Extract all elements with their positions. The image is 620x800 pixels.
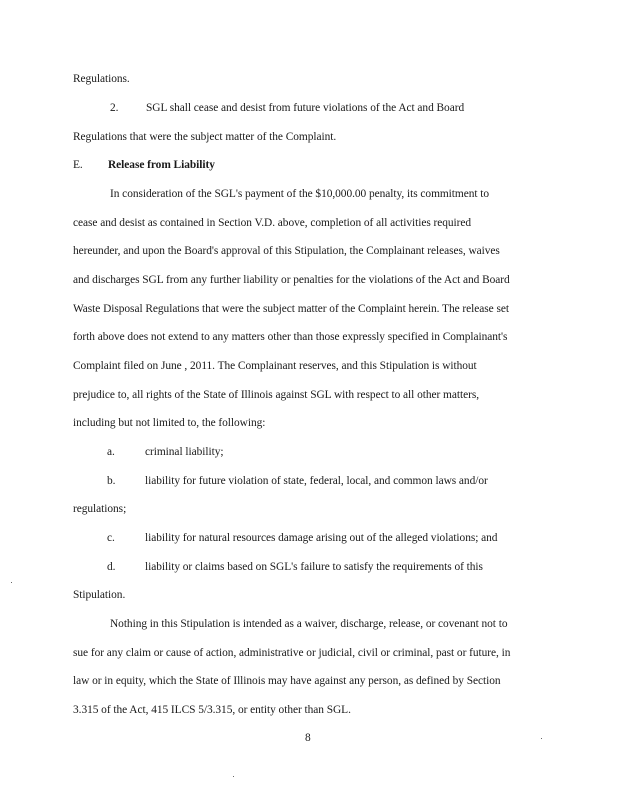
text-line: 3.315 of the Act, 415 ILCS 5/3.315, or entity other than SGL.: [73, 704, 351, 716]
list-item-label: a.: [107, 446, 115, 458]
text-line: In consideration of the SGL's payment of the $10,000.00 penalty, its commitment to: [110, 188, 490, 200]
item-text: SGL shall cease and desist from future violations of the Act and Board: [146, 102, 465, 114]
text-line: regulations;: [73, 503, 127, 515]
list-item-label: b.: [107, 475, 116, 487]
section-letter: E.: [73, 159, 83, 171]
text-line: Nothing in this Stipulation is intended as a waiver, discharge, release, or covenant not to: [110, 618, 508, 630]
text-line: and discharges SGL from any further liability or penalties for the violations of the Act and Board: [73, 274, 510, 286]
text-line: prejudice to, all rights of the State of Illinois against SGL with respect to all other matters,: [73, 389, 480, 401]
scan-speck: [541, 738, 542, 739]
text-line: Regulations that were the subject matter of the Complaint.: [73, 131, 337, 143]
text-line: cease and desist as contained in Section V.D. above, completion of all activities required: [73, 217, 472, 229]
list-item-label: d.: [107, 561, 116, 573]
text-line: law or in equity, which the State of Illinois may have against any person, as defined by Section: [73, 675, 501, 687]
list-item-text: liability for future violation of state, federal, local, and common laws and/or: [145, 475, 488, 487]
text-line: Regulations.: [73, 73, 130, 85]
section-title: Release from Liability: [108, 159, 215, 171]
page-number: 8: [305, 732, 311, 744]
text-line: Complaint filed on June , 2011. The Complainant reserves, and this Stipulation is without: [73, 360, 477, 372]
text-line: Stipulation.: [73, 589, 126, 601]
text-line: Waste Disposal Regulations that were the subject matter of the Complaint herein. The release set: [73, 303, 509, 315]
item-label: 2.: [110, 102, 119, 114]
list-item-label: c.: [107, 532, 115, 544]
text-line: hereunder, and upon the Board's approval of this Stipulation, the Complainant releases, waives: [73, 245, 500, 257]
scan-speck: [233, 776, 234, 777]
text-line: sue for any claim or cause of action, administrative or judicial, civil or criminal, past or future, in: [73, 647, 511, 659]
scan-speck: [11, 582, 12, 583]
list-item-text: liability for natural resources damage arising out of the alleged violations; and: [145, 532, 498, 544]
text-line: forth above does not extend to any matters other than those expressly specified in Complainant's: [73, 331, 508, 343]
list-item-text: liability or claims based on SGL's failure to satisfy the requirements of this: [145, 561, 483, 573]
text-line: including but not limited to, the following:: [73, 417, 266, 429]
list-item-text: criminal liability;: [145, 446, 224, 458]
